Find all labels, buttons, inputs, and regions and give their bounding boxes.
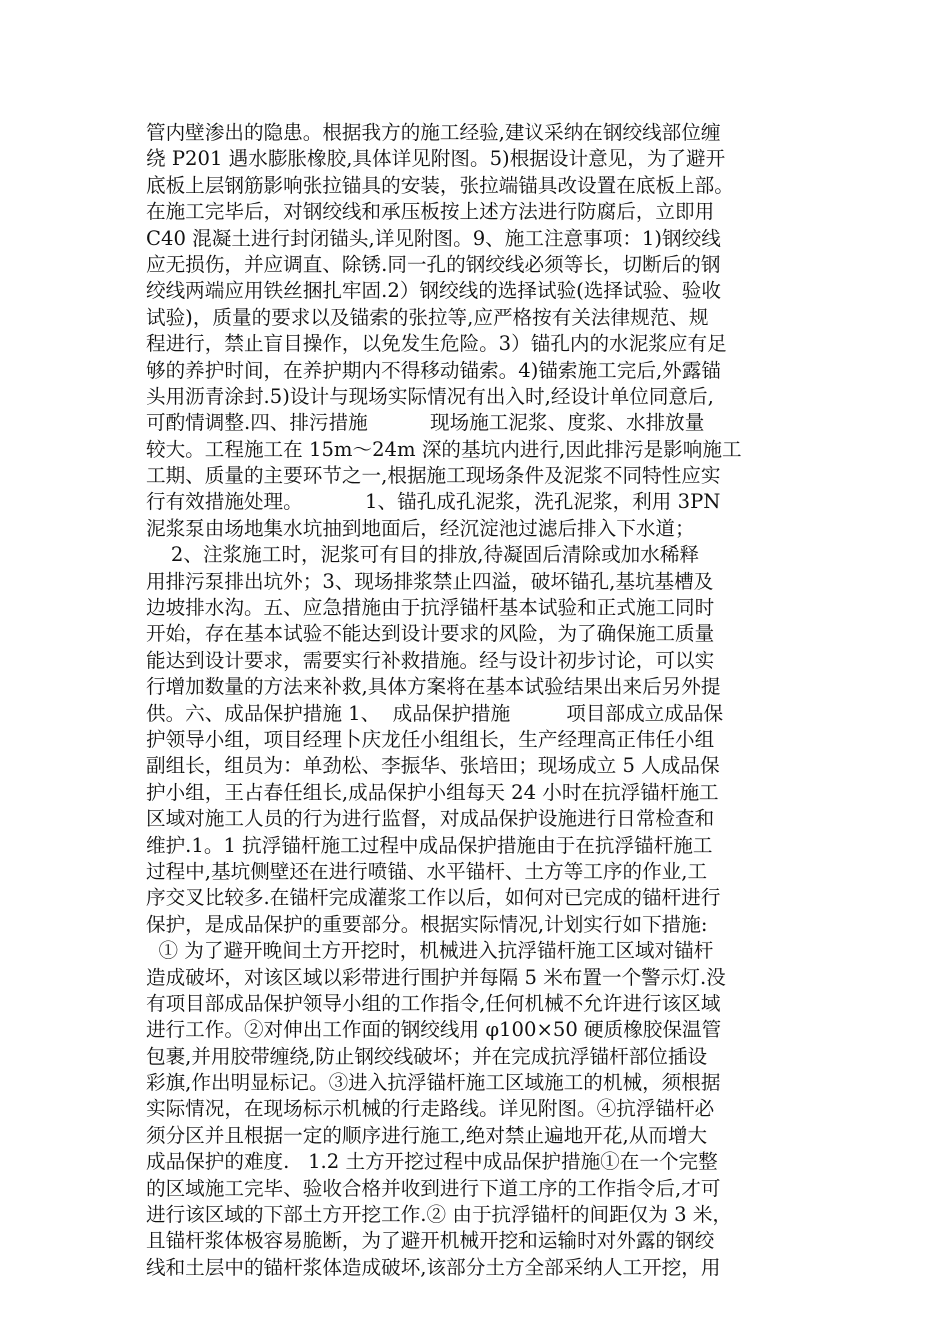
text-line: 用排污泵排出坑外；3、现场排浆禁止四溢，破坏锚孔,基坑基槽及 — [146, 569, 714, 593]
text-line: 头用沥青涂封.5)设计与现场实际情况有出入时,经设计单位同意后, — [146, 384, 714, 408]
text-line: 序交叉比较多.在锚杆完成灌浆工作以后，如何对已完成的锚杆进行 — [146, 886, 721, 910]
text-line: 行增加数量的方法来补救,具体方案将在基本试验结果出来后另外提 — [146, 675, 721, 699]
text-line: 线和土层中的锚杆浆体造成破坏,该部分土方全部采纳人工开挖，用 — [146, 1255, 721, 1279]
text-line: 够的养护时间，在养护期内不得移动锚索。4)锚索施工完后,外露锚 — [146, 358, 721, 382]
text-line: 行有效措施处理。 1、锚孔成孔泥浆，洗孔泥浆，利用 3PN — [146, 490, 721, 514]
text-line: 工期、质量的主要环节之一,根据施工现场条件及泥浆不同特性应实 — [146, 464, 721, 488]
text-line: 且锚杆浆体极容易脆断，为了避开机械开挖和运输时对外露的钢绞 — [146, 1229, 715, 1253]
text-line: 可酌情调整.四、排污措施 现场施工泥浆、度浆、水排放量 — [146, 411, 705, 435]
text-line: 维护.1。1 抗浮锚杆施工过程中成品保护措施由于在抗浮锚杆施工 — [146, 833, 713, 857]
text-line: 护领导小组，项目经理卜庆龙任小组组长，生产经理高正伟任小组 — [146, 727, 715, 751]
text-line: 副组长，组员为：单劲松、李振华、张培田；现场成立 5 人成品保 — [146, 754, 720, 778]
text-line: 边坡排水沟。五、应急措施由于抗浮锚杆基本试验和正式施工同时 — [146, 596, 715, 620]
text-line: 护小组，王占春任组长,成品保护小组每天 24 小时在抗浮锚杆施工 — [146, 780, 719, 804]
text-line: 能达到设计要求，需要实行补救措施。经与设计初步讨论，可以实 — [146, 648, 715, 672]
text-line: 试验)，质量的要求以及锚索的张拉等,应严格按有关法律规范、规 — [146, 305, 709, 329]
text-line: 2、注浆施工时，泥浆可有目的排放,待凝固后清除或加水稀释 — [146, 543, 700, 567]
text-line: C40 混凝土进行封闭锚头,详见附图。9、施工注意事项：1)钢绞线 — [146, 226, 721, 250]
text-line: 区域对施工人员的行为进行监督，对成品保护设施进行日常检查和 — [146, 807, 715, 831]
text-line: 程进行，禁止盲目操作，以免发生危险。3）锚孔内的水泥浆应有足 — [146, 332, 727, 356]
text-line: 须分区并且根据一定的顺序进行施工,绝对禁止遍地开花,从而增大 — [146, 1123, 708, 1147]
text-line: 底板上层钢筋影响张拉锚具的安装，张拉端锚具改设置在底板上部。 — [146, 173, 734, 197]
text-line: 彩旗,作出明显标记。③进入抗浮锚杆施工区域施工的机械，须根据 — [146, 1071, 721, 1095]
text-line: 开始，存在基本试验不能达到设计要求的风险，为了确保施工质量 — [146, 622, 715, 646]
text-line: 供。六、成品保护措施 1、 成品保护措施 项目部成立成品保 — [146, 701, 724, 725]
text-line: 绞线两端应用铁丝捆扎牢固.2）钢绞线的选择试验(选择试验、验收 — [146, 279, 721, 303]
text-line: 实际情况，在现场标示机械的行走路线。详见附图。④抗浮锚杆必 — [146, 1097, 715, 1121]
text-line: 进行该区域的下部土方开挖工作.② 由于抗浮锚杆的间距仅为 3 米， — [146, 1203, 733, 1227]
text-line: 有项目部成品保护领导小组的工作指令,任何机械不允许进行该区域 — [146, 991, 721, 1015]
text-line: 在施工完毕后，对钢绞线和承压板按上述方法进行防腐后，立即用 — [146, 200, 715, 224]
text-line: ① 为了避开晚间土方开挖时，机械进入抗浮锚杆施工区域对锚杆 — [146, 939, 714, 963]
text-line: 的区域施工完毕、验收合格并收到进行下道工序的工作指令后,才可 — [146, 1176, 721, 1200]
text-line: 保护，是成品保护的重要部分。根据实际情况,计划实行如下措施: — [146, 912, 708, 936]
text-line: 包裹,并用胶带缠绕,防止钢绞线破坏；并在完成抗浮锚杆部位插设 — [146, 1044, 708, 1068]
text-line: 过程中,基坑侧壁还在进行喷锚、水平锚杆、土方等工序的作业,工 — [146, 859, 708, 883]
text-line: 成品保护的难度. 1.2 土方开挖过程中成品保护措施①在一个完整 — [146, 1150, 718, 1174]
text-line: 进行工作。②对伸出工作面的钢绞线用 φ100×50 硬质橡胶保温管 — [146, 1018, 722, 1042]
text-line: 泥浆泵由场地集水坑抽到地面后，经沉淀池过滤后排入下水道； — [146, 516, 695, 540]
text-line: 造成破坏，对该区域以彩带进行围护并每隔 5 米布置一个警示灯.没 — [146, 965, 726, 989]
text-line: 绕 P201 遇水膨胀橡胶,具体详见附图。5)根据设计意见，为了避开 — [146, 147, 726, 171]
body-text — [146, 120, 816, 1281]
text-line: 应无损伤，并应调直、除锈.同一孔的钢绞线必须等长，切断后的钢 — [146, 252, 721, 276]
text-line: 较大。工程施工在 15m～24m 深的基坑内进行,因此排污是影响施工 — [146, 437, 742, 461]
text-line: 管内壁渗出的隐患。根据我方的施工经验,建议采纳在钢绞线部位缠 — [146, 121, 721, 144]
